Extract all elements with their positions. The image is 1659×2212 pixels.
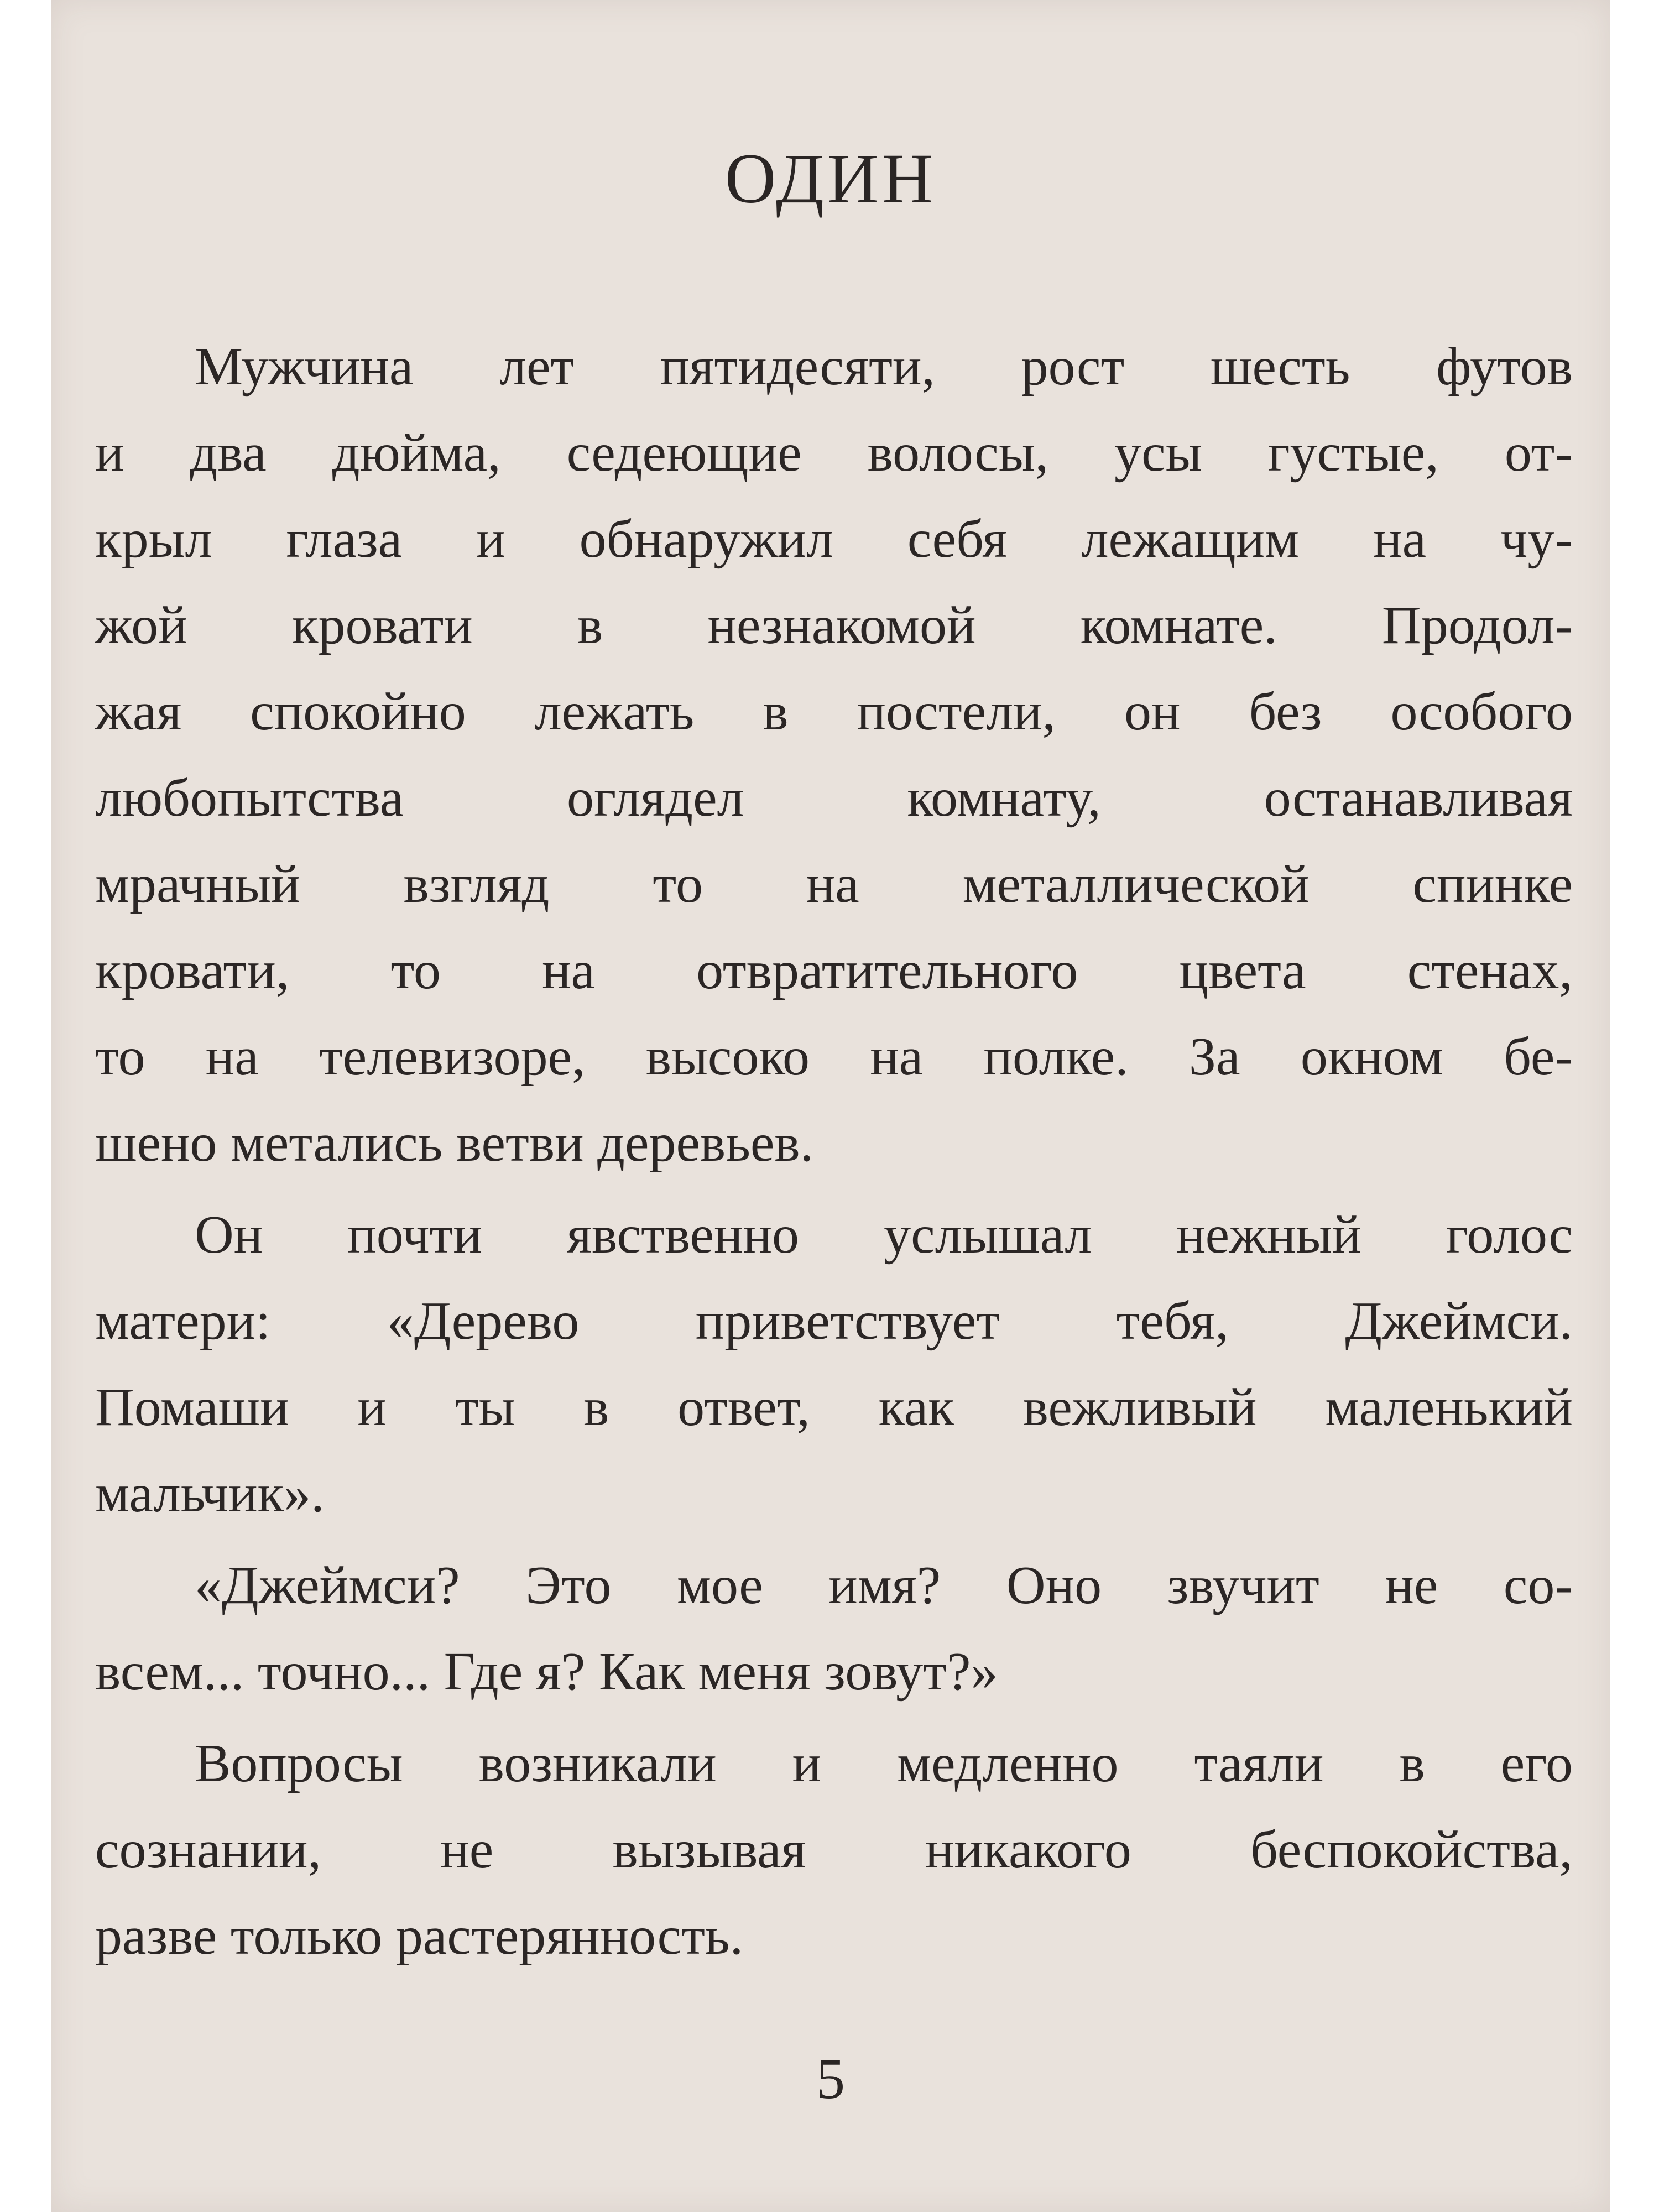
paragraph-3 (95, 1542, 1573, 1715)
text-line: Он почти явственно услышал нежный голос (195, 1205, 1573, 1265)
text-line: всем... точно... Где я? Как меня зовут?» (95, 1642, 998, 1702)
chapter-title: ОДИН (724, 139, 937, 218)
text-line: разве только растерянность. (95, 1906, 744, 1966)
text-line: Мужчина лет пятидесяти, рост шесть футов (195, 337, 1573, 397)
text-line: Вопросы возникали и медленно таяли в его (195, 1734, 1573, 1793)
chapter-text (95, 324, 1573, 1985)
text-line: кровати, то на отвратительного цвета стенах, (95, 941, 1573, 1000)
text-line: крыл глаза и обнаружил себя лежащим на чу- (95, 509, 1573, 569)
text-line: жой кровати в незнакомой комнате. Продол- (95, 596, 1573, 655)
text-line: мальчик». (95, 1464, 325, 1524)
text-line: сознании, не вызывая никакого беспокойства, (95, 1820, 1573, 1880)
text-line: мрачный взгляд то на металлической спинке (95, 854, 1573, 914)
page-number: 5 (816, 2047, 845, 2111)
book-page (51, 0, 1610, 2212)
text-line: то на телевизоре, высоко на полке. За окном бе- (95, 1027, 1573, 1087)
text-line: любопытства оглядел комнату, останавливая (95, 768, 1573, 828)
text-line: «Джеймси? Это мое имя? Оно звучит не со- (195, 1556, 1573, 1615)
paragraph-1 (95, 324, 1573, 1186)
paragraph-2 (95, 1192, 1573, 1537)
paragraph-4 (95, 1720, 1573, 1979)
text-line: и два дюйма, седеющие волосы, усы густые, от- (95, 423, 1573, 483)
text-line: Помаши и ты в ответ, как вежливый маленький (95, 1378, 1573, 1437)
text-line: шено метались ветви деревьев. (95, 1113, 814, 1173)
text-line: жая спокойно лежать в постели, он без особого (95, 682, 1573, 742)
text-line: матери: «Дерево приветствует тебя, Джеймси. (95, 1291, 1573, 1351)
